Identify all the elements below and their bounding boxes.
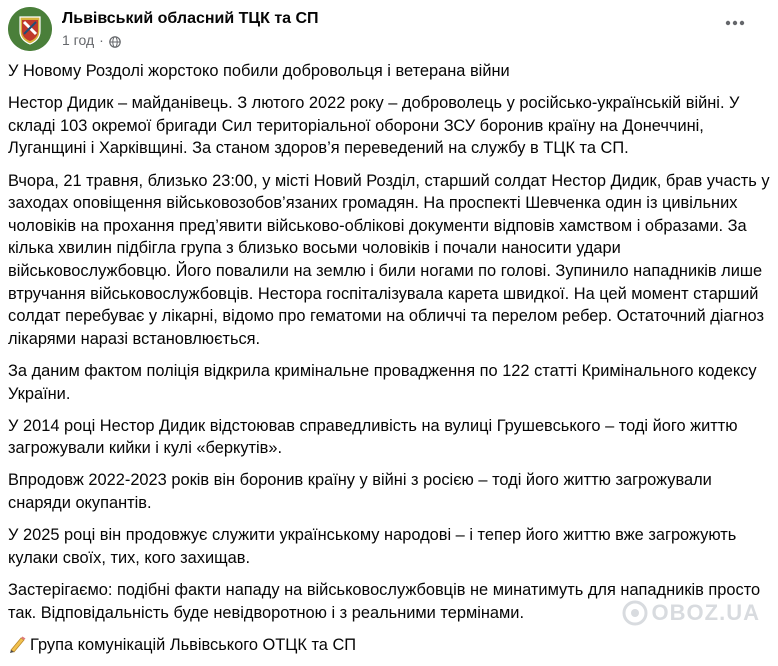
post-body (8, 60, 772, 666)
post-header (8, 6, 319, 52)
post-paragraph-7: Застерігаємо: подібні факти нападу на військовослужбовців не минатимуть для нападників просто так. Відповідальність буде невідворотною і з реальними термінами. (8, 581, 761, 622)
post-time-row (62, 31, 319, 49)
globe-icon[interactable] (109, 34, 121, 46)
post-signature (8, 634, 772, 657)
post-paragraph-6: У 2025 році він продовжує служити українському народові – і тепер його життю вже загрожують кулаки своїх, тих, кого захищав. (8, 526, 737, 567)
post-paragraph-4: У 2014 році Нестор Дидик відстоював справедливість на вулиці Грушевського – тоді його життю загрожували кийки і кулі «беркутів». (8, 416, 738, 458)
more-dots-icon (725, 20, 745, 26)
post-paragraph-5: Впродовж 2022-2023 років він боронив країну у війні з росією – тоді його життю загрожували снаряди окупантів. (8, 471, 712, 513)
page-name-link[interactable]: Львівський обласний ТЦК та СП (62, 10, 319, 27)
post-meta (62, 9, 319, 49)
signature-text: Група комунікацій Львівського ОТЦК та СП (30, 635, 357, 654)
post-paragraph-3: За даним фактом поліція відкрила кримінальне провадження по 122 статті Кримінального кодексу України. (8, 361, 757, 403)
post-title: У Новому Роздолі жорстоко побили добровольця і ветерана війни (8, 62, 510, 80)
coat-of-arms-icon (8, 7, 52, 51)
avatar[interactable] (8, 7, 52, 51)
separator-dot: · (99, 32, 104, 48)
post-paragraph-1: Нестор Дидик – майданівець. З лютого 2022 року – доброволець у російсько-українській війні. У складі 103 окремої бригади Сил територіальної оборони ЗСУ боронив країну на Донеччині, Луганщині і Харківщині. За станом здоров’я переведений на службу в ТЦК та СП. (8, 94, 740, 158)
watermark (622, 600, 760, 626)
post-timestamp[interactable]: 1 год (62, 32, 95, 48)
writing-hand-icon (8, 634, 28, 654)
oboz-logo-icon (622, 600, 648, 626)
more-options-button[interactable] (720, 8, 750, 38)
post-paragraph-2: Вчора, 21 травня, близько 23:00, у місті Новий Розділ, старший солдат Нестор Дидик, брав участь у заходах оповіщення військовозобов’язаних громадян. На проспекті Шевченка один із цивільних чоловіків на прохання пред’явити військово-облікові документи відповів хамством і образами. За кілька хвилин підбігла група з близько восьми чоловіків і почали наносити удари військовослужбовцю. Його повалили на землю і били ногами по голові. Зупинило нападників лише втручання військовослужбовців. Нестора госпіталізувала карета швидкої. На цей момент старший солдат перебуває у лікарні, відомо про гематоми на обличчі та перелом ребер. Остаточний діагноз лікарями наразі встановлюється. (8, 171, 770, 348)
watermark-text: OBOZ.UA (651, 600, 760, 625)
